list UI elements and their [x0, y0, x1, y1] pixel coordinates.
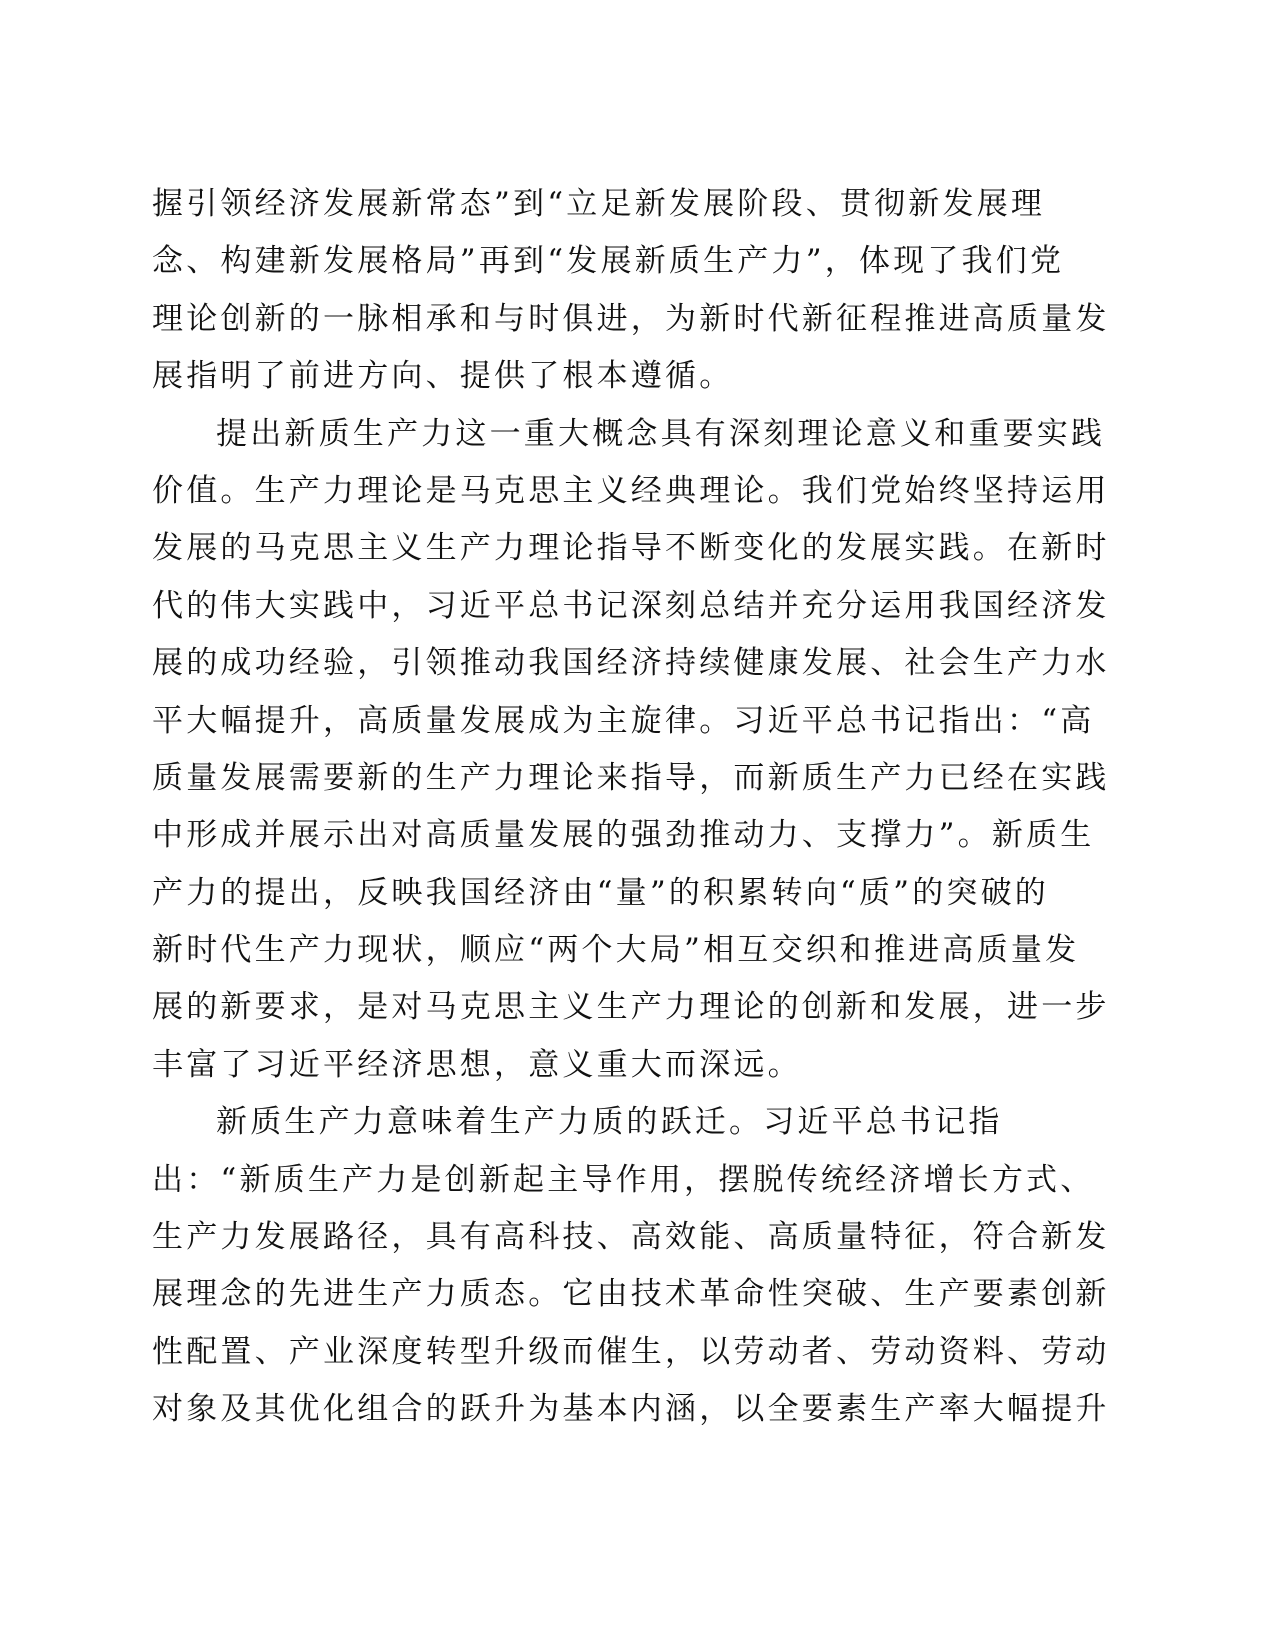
- text-line: 生产力发展路径，具有高科技、高效能、高质量特征，符合新发: [152, 1219, 1110, 1256]
- text-line: 理论创新的一脉相承和与时俱进，为新时代新征程推进高质量发: [152, 300, 1110, 337]
- text-line: 对象及其优化组合的跃升为基本内涵，以全要素生产率大幅提升: [152, 1391, 1110, 1428]
- text-line: 价值。生产力理论是马克思主义经典理论。我们党始终坚持运用: [152, 472, 1110, 509]
- text-line: 平大幅提升，高质量发展成为主旋律。习近平总书记指出：“高: [152, 702, 1095, 739]
- text-line: 产力的提出，反映我国经济由“量”的积累转向“质”的突破的: [152, 874, 1049, 911]
- text-line: 性配置、产业深度转型升级而催生，以劳动者、劳动资料、劳动: [152, 1333, 1110, 1370]
- text-line: 发展的马克思主义生产力理论指导不断变化的发展实践。在新时: [152, 530, 1110, 567]
- text-line: 念、构建新发展格局”再到“发展新质生产力”，体现了我们党: [152, 243, 1065, 280]
- text-line: 握引领经济发展新常态”到“立足新发展阶段、贯彻新发展理: [152, 186, 1046, 222]
- text-line: 展的新要求，是对马克思主义生产力理论的创新和发展，进一步: [152, 989, 1110, 1026]
- text-line: 出：“新质生产力是创新起主导作用，摆脱传统经济增长方式、: [152, 1161, 1095, 1198]
- paragraph-first-line: 新质生产力意味着生产力质的跃迁。习近平总书记指: [216, 1104, 1003, 1141]
- text-line: 质量发展需要新的生产力理论来指导，而新质生产力已经在实践: [152, 759, 1110, 796]
- paragraph-first-line: 提出新质生产力这一重大概念具有深刻理论意义和重要实践: [216, 415, 1106, 452]
- text-line: 代的伟大实践中，习近平总书记深刻总结并充分运用我国经济发: [152, 587, 1110, 624]
- body-text: [152, 176, 1142, 1439]
- text-line: 中形成并展示出对高质量发展的强劲推动力、支撑力”。新质生: [152, 817, 1095, 854]
- text-line: 丰富了习近平经济思想，意义重大而深远。: [152, 1046, 802, 1083]
- text-line: 展指明了前进方向、提供了根本遵循。: [152, 358, 734, 395]
- text-line: 新时代生产力现状，顺应“两个大局”相互交织和推进高质量发: [152, 932, 1080, 969]
- text-line: 展理念的先进生产力质态。它由技术革命性突破、生产要素创新: [152, 1276, 1110, 1313]
- text-line: 展的成功经验，引领推动我国经济持续健康发展、社会生产力水: [152, 645, 1110, 682]
